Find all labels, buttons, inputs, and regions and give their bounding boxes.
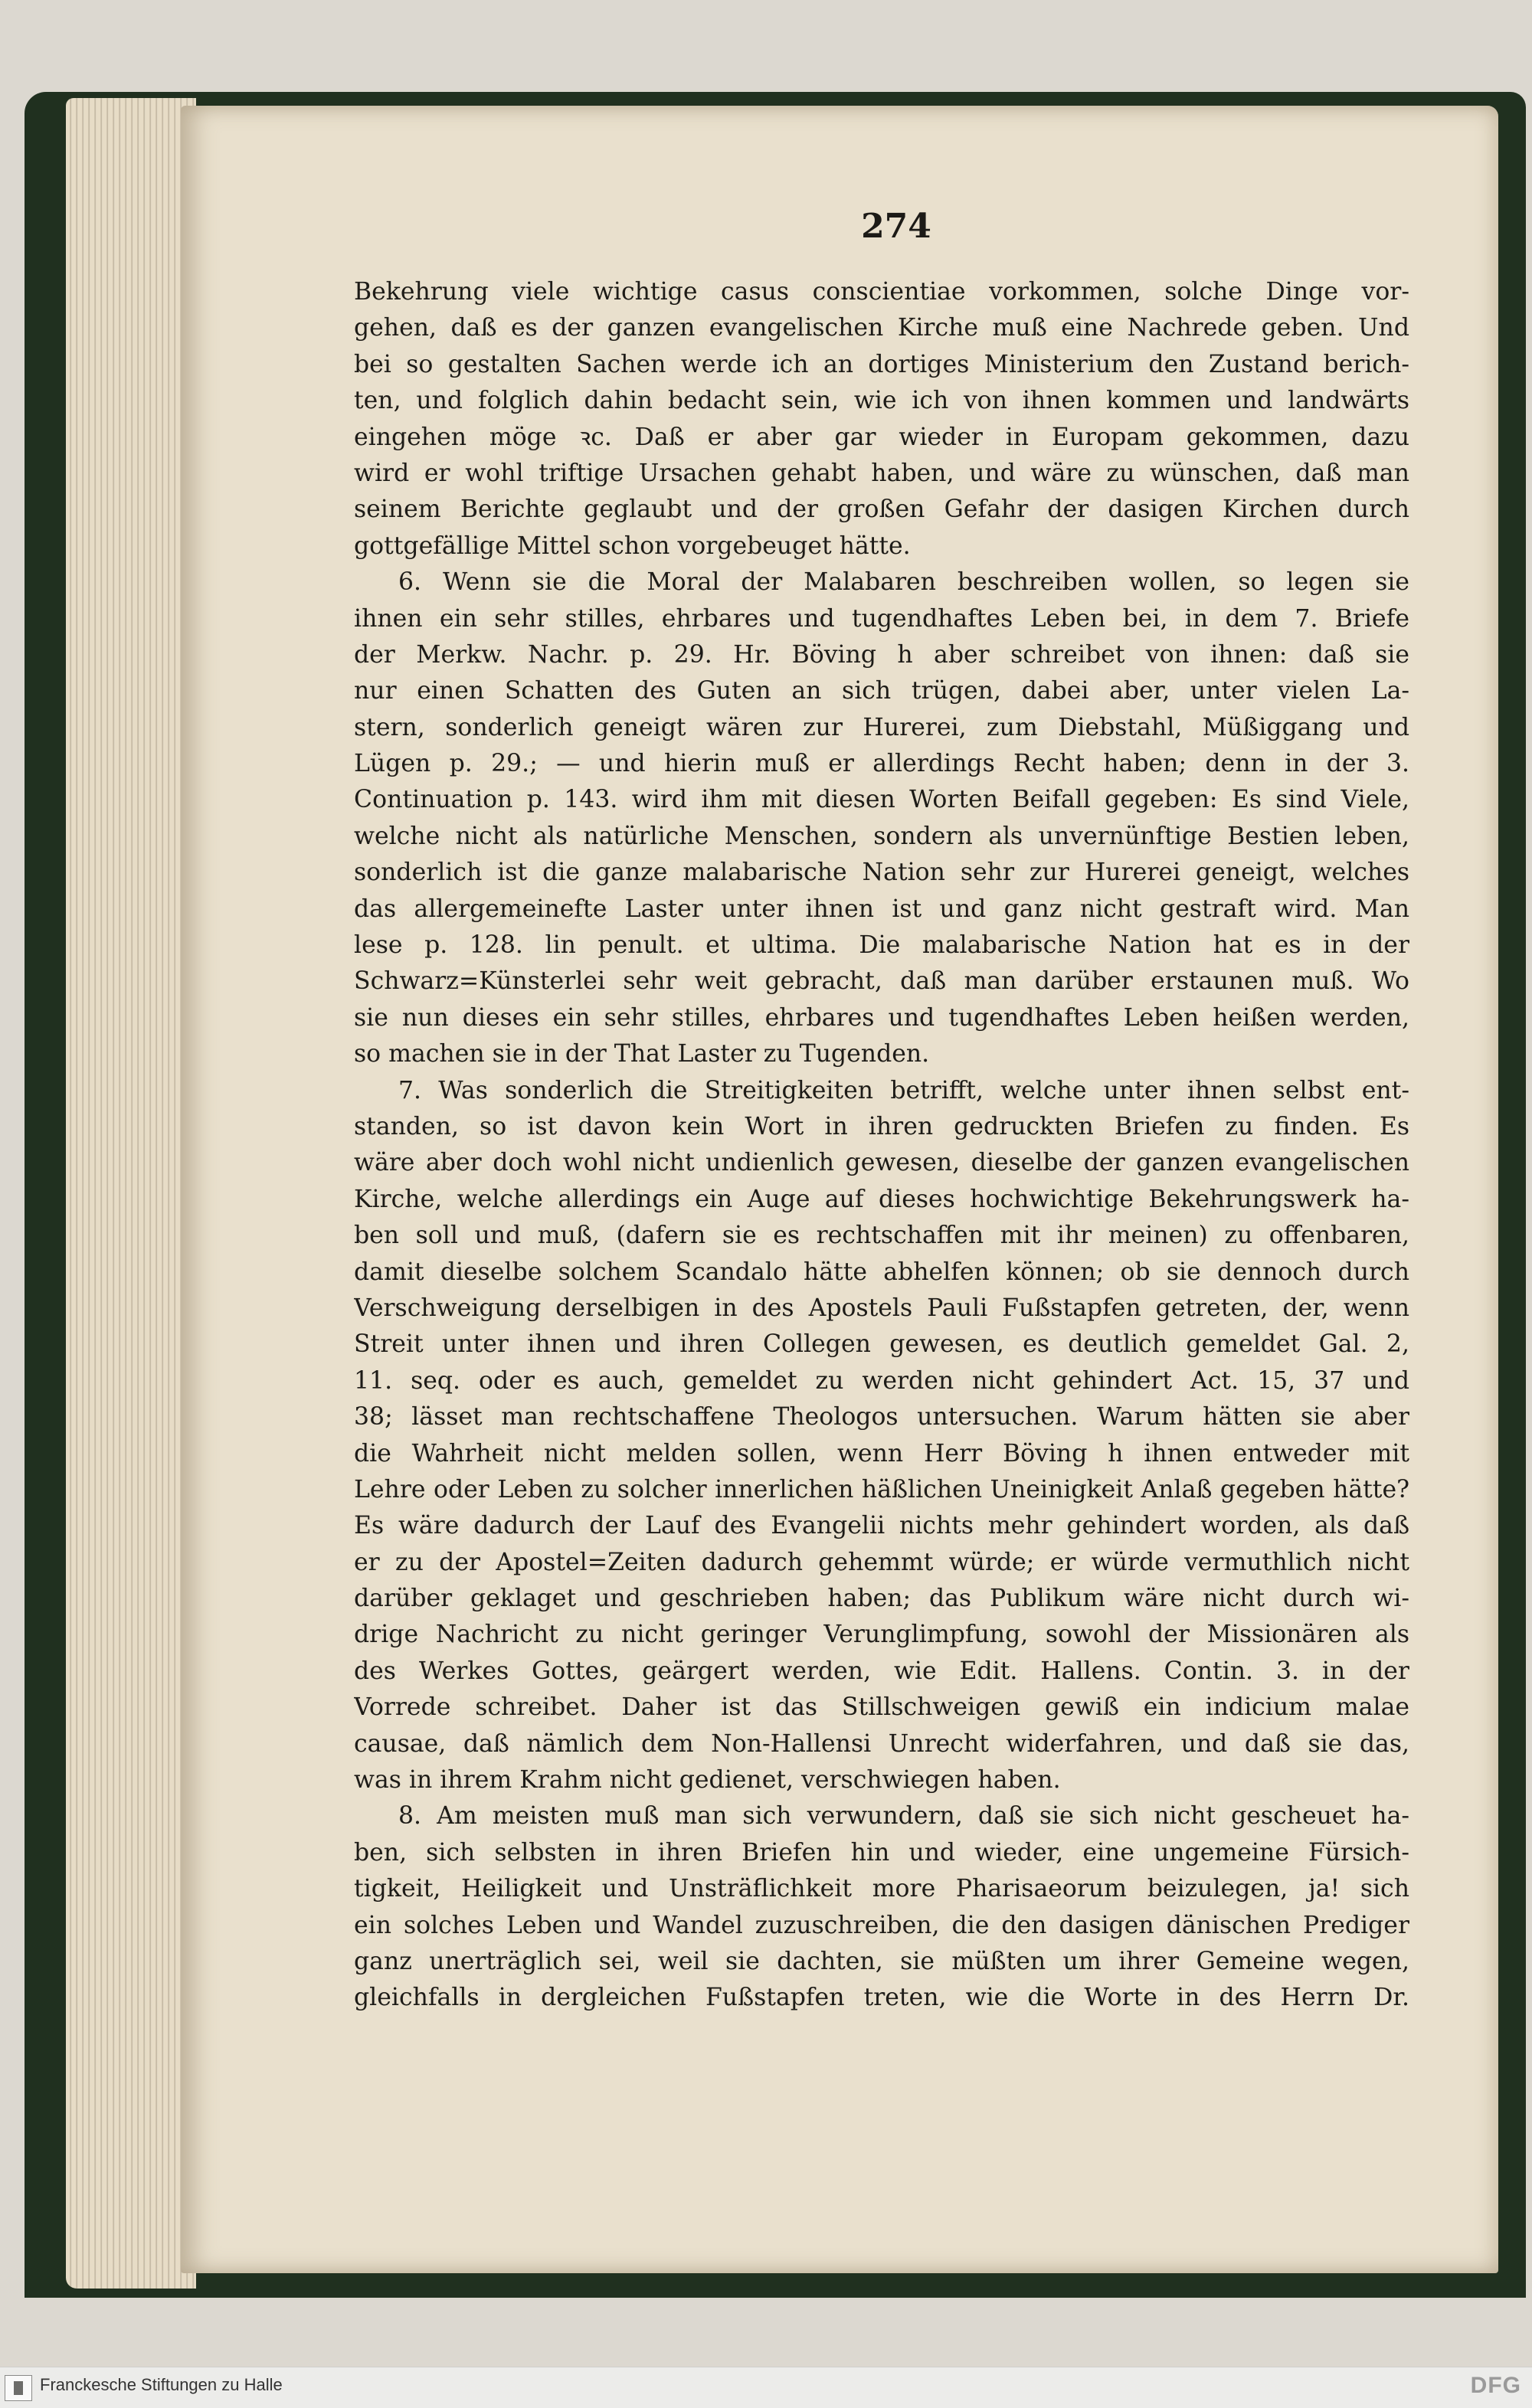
text-line: ganz unerträglich sei, weil sie dachten, sie müßten um ihrer Gemeine wegen, [354, 1947, 1409, 1975]
text-line: tigkeit, Heiligkeit und Unsträflichkeit more Pharisaeorum beizulegen, ja! sich [354, 1875, 1409, 1903]
text-line: 11. seq. oder es auch, gemeldet zu werden nicht gehindert Act. 15, 37 und [354, 1366, 1409, 1395]
text-line: gehen, daß es der ganzen evangelischen Kirche muß eine Nachrede geben. Und [354, 314, 1409, 342]
text-line: ten, und folglich dahin bedacht sein, wie ich von ihnen kommen und landwärts [354, 387, 1409, 415]
text-line: wird er wohl triftige Ursachen gehabt haben, und wäre zu wünschen, daß man [354, 459, 1409, 487]
text-line: was in ihrem Krahm nicht gedienet, verschwiegen haben. [354, 1766, 1061, 1795]
text-line: damit dieselbe solchem Scandalo hätte abhelfen können; ob sie dennoch durch [354, 1258, 1409, 1286]
page-number: 274 [861, 207, 931, 246]
text-line: seinem Berichte geglaubt und der großen Gefahr der dasigen Kirchen durch [354, 496, 1409, 524]
foundation-logo-icon [5, 2375, 32, 2401]
text-line: eingehen möge ꝛc. Daß er aber gar wieder in Europam gekommen, dazu [354, 423, 1409, 451]
text-line: standen, so ist davon kein Wort in ihren gedruckten Briefen zu finden. Es [354, 1112, 1409, 1140]
page-edges [66, 98, 196, 2289]
text-line: Lehre oder Leben zu solcher innerlichen häßlichen Uneinigkeit Anlaß gegeben hätte? [354, 1475, 1409, 1503]
text-line: bei so gestalten Sachen werde ich an dortiges Ministerium den Zustand berich- [354, 350, 1409, 378]
text-line: Lügen p. 29.; — und hierin muß er allerdings Recht haben; denn in der 3. [354, 750, 1409, 778]
text-line: 38; lässet man rechtschaffene Theologos untersuchen. Warum hätten sie aber [354, 1403, 1409, 1431]
text-line: drige Nachricht zu nicht geringer Verunglimpfung, sowohl der Missionären als [354, 1621, 1409, 1649]
text-line: Streit unter ihnen und ihren Collegen gewesen, es deutlich gemeldet Gal. 2, [354, 1330, 1409, 1359]
text-line: nur einen Schatten des Guten an sich trügen, dabei aber, unter vielen La- [354, 677, 1409, 705]
text-line: 8. Am meisten muß man sich verwundern, daß sie sich nicht gescheuet ha- [398, 1802, 1409, 1831]
text-line: die Wahrheit nicht melden sollen, wenn Herr Böving h ihnen entweder mit [354, 1439, 1409, 1467]
text-line: das allergemeinefte Laster unter ihnen ist und ganz nicht gestraft wird. Man [354, 895, 1409, 923]
dfg-logo: DFG [1470, 2373, 1521, 2398]
text-line: darüber geklaget und geschrieben haben; das Publikum wäre nicht durch wi- [354, 1585, 1409, 1613]
text-line: wäre aber doch wohl nicht undienlich gewesen, dieselbe der ganzen evangelischen [354, 1149, 1409, 1177]
text-line: sonderlich ist die ganze malabarische Nation sehr zur Hurerei geneigt, welches [354, 859, 1409, 887]
text-line: 6. Wenn sie die Moral der Malabaren beschreiben wollen, so legen sie [398, 568, 1409, 597]
text-line: ben, sich selbsten in ihren Briefen hin und wieder, eine ungemeine Fürsich- [354, 1838, 1409, 1867]
text-line: Continuation p. 143. wird ihm mit diesen Worten Beifall gegeben: Es sind Viele, [354, 786, 1409, 814]
text-line: Schwarz=Künsterlei sehr weit gebracht, daß man darüber erstaunen muß. Wo [354, 967, 1409, 996]
text-line: Kirche, welche allerdings ein Auge auf dieses hochwichtige Bekehrungswerk ha- [354, 1185, 1409, 1213]
text-line: Es wäre dadurch der Lauf des Evangelii nichts mehr gehindert worden, als daß [354, 1512, 1409, 1540]
text-line: Bekehrung viele wichtige casus conscientiae vorkommen, solche Dinge vor- [354, 278, 1409, 306]
text-line: ihnen ein sehr stilles, ehrbares und tugendhaftes Leben bei, in dem 7. Briefe [354, 604, 1409, 633]
text-line: ben soll und muß, (dafern sie es rechtschaffen mit ihr meinen) zu offenbaren, [354, 1222, 1409, 1250]
text-line: des Werkes Gottes, geärgert werden, wie Edit. Hallens. Contin. 3. in der [354, 1657, 1409, 1685]
text-line: der Merkw. Nachr. p. 29. Hr. Böving h aber schreibet von ihnen: daß sie [354, 640, 1409, 669]
text-line: gottgefällige Mittel schon vorgebeuget hätte. [354, 532, 911, 560]
text-line: lese p. 128. lin penult. et ultima. Die malabarische Nation hat es in der [354, 931, 1409, 960]
text-line: Verschweigung derselbigen in des Apostels Pauli Fußstapfen getreten, der, wenn [354, 1294, 1409, 1322]
text-line: gleichfalls in dergleichen Fußstapfen treten, wie die Worte in des Herrn Dr. [354, 1984, 1409, 2012]
text-line: Vorrede schreibet. Daher ist das Stillschweigen gewiß ein indicium malae [354, 1693, 1409, 1722]
text-line: welche nicht als natürliche Menschen, sondern als unvernünftige Bestien leben, [354, 822, 1409, 850]
body-text [354, 274, 1409, 2017]
text-line: 7. Was sonderlich die Streitigkeiten betrifft, welche unter ihnen selbst ent- [398, 1076, 1409, 1104]
viewer-footer [0, 2367, 1532, 2408]
institution-name: Franckesche Stiftungen zu Halle [40, 2375, 283, 2394]
text-line: stern, sonderlich geneigt wären zur Hurerei, zum Diebstahl, Müßiggang und [354, 713, 1409, 741]
text-line: sie nun dieses ein sehr stilles, ehrbares und tugendhaftes Leben heißen werden, [354, 1003, 1409, 1032]
text-line: so machen sie in der That Laster zu Tugenden. [354, 1040, 930, 1068]
text-line: ein solches Leben und Wandel zuzuschreiben, die den dasigen dänischen Prediger [354, 1911, 1409, 1939]
text-line: er zu der Apostel=Zeiten dadurch gehemmt würde; er würde vermuthlich nicht [354, 1548, 1409, 1576]
text-line: causae, daß nämlich dem Non-Hallensi Unrecht widerfahren, und daß sie das, [354, 1729, 1409, 1758]
